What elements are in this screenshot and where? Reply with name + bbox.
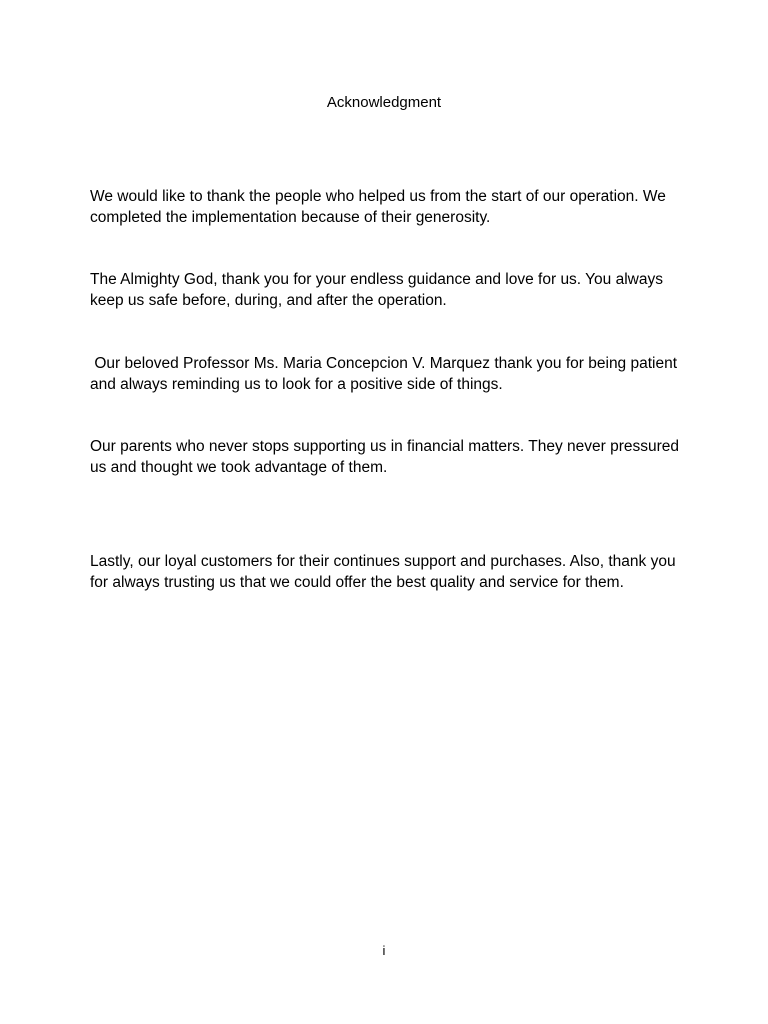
paragraph-thanks-god: The Almighty God, thank you for your endless guidance and love for us. You always keep us safe before, during, and after the operation. bbox=[90, 271, 668, 309]
page-number: i bbox=[382, 943, 386, 958]
paragraph-thanks-professor: Our beloved Professor Ms. Maria Concepcion V. Marquez thank you for being patient and always reminding us to look for a positive side of things. bbox=[90, 355, 682, 393]
paragraph-thanks-customers: Lastly, our loyal customers for their continues support and purchases. Also, thank you for always trusting us that we could offer the best quality and service for them. bbox=[90, 553, 680, 591]
paragraph-thanks-intro: We would like to thank the people who helped us from the start of our operation. We completed the implementation because of their generosity. bbox=[90, 188, 671, 226]
page-title: Acknowledgment bbox=[326, 94, 442, 111]
paragraph-thanks-parents: Our parents who never stops supporting us in financial matters. They never pressured us and thought we took advantage of them. bbox=[90, 438, 684, 476]
